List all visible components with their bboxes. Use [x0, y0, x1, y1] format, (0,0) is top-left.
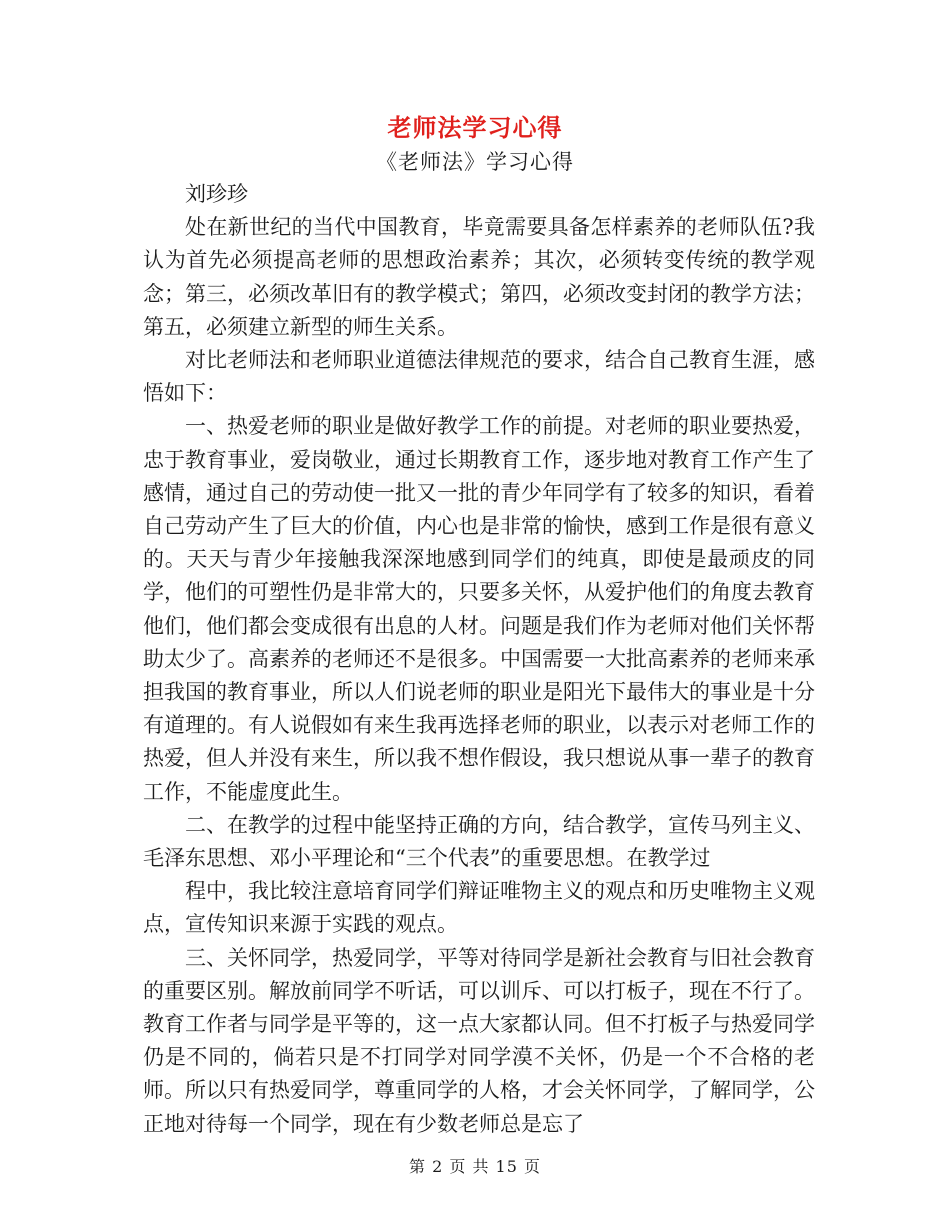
paragraph: 处在新世纪的当代中国教育，毕竟需要具备怎样素养的老师队伍?我认为首先必须提高老师的思想政治素养；其次，必须转变传统的教学观念；第三，必须改革旧有的教学模式；第四，必须改变封闭的教学方法；第五，必须建立新型的师生关系。	[143, 215, 815, 339]
paragraph: 对比老师法和老师职业道德法律规范的要求，结合自己教育生涯，感悟如下：	[143, 348, 815, 406]
paragraph: 二、在教学的过程中能坚持正确的方向，结合教学，宣传马列主义、毛泽东思想、邓小平理论和“三个代表”的重要思想。在教学过	[143, 812, 815, 871]
author-line: 刘珍珍	[185, 182, 248, 206]
page-number-footer: 第 2 页 共 15 页	[409, 1157, 541, 1176]
document-body	[143, 178, 815, 1141]
document-title: 老师法学习心得	[387, 113, 563, 142]
document-subtitle: 《老师法》学习心得	[376, 150, 574, 174]
paragraph: 一、热爱老师的职业是做好教学工作的前提。对老师的职业要热爱，忠于教育事业，爱岗敬业，通过长期教育工作，逐步地对教育工作产生了感情，通过自己的劳动使一批又一批的青少年同学有了较多的知识，看着自己劳动产生了巨大的价值，内心也是非常的愉快，感到工作是很有意义的。天天与青少年接触我深深地感到同学们的纯真，即使是最顽皮的同学，他们的可塑性仍是非常大的，只要多关怀，从爱护他们的角度去教育他们，他们都会变成很有出息的人材。问题是我们作为老师对他们关怀帮助太少了。高素养的老师还不是很多。中国需要一大批高素养的老师来承担我国的教育事业，所以人们说老师的职业是阳光下最伟大的事业是十分有道理的。有人说假如有来生我再选择老师的职业，以表示对老师工作的热爱，但人并没有来生，所以我不想作假设，我只想说从事一辈子的教育工作，不能虚度此生。	[143, 414, 815, 804]
paragraph: 三、关怀同学，热爱同学，平等对待同学是新社会教育与旧社会教育的重要区别。解放前同学不听话，可以训斥、可以打板子，现在不行了。教育工作者与同学是平等的，这一点大家都认同。但不打板子与热爱同学仍是不同的，倘若只是不打同学对同学漠不关怀，仍是一个不合格的老师。所以只有热爱同学，尊重同学的人格，才会关怀同学，了解同学，公正地对待每一个同学，现在有少数老师总是忘了	[143, 945, 815, 1136]
paragraph: 程中，我比较注意培育同学们辩证唯物主义的观点和历史唯物主义观点，宣传知识来源于实践的观点。	[143, 879, 815, 937]
